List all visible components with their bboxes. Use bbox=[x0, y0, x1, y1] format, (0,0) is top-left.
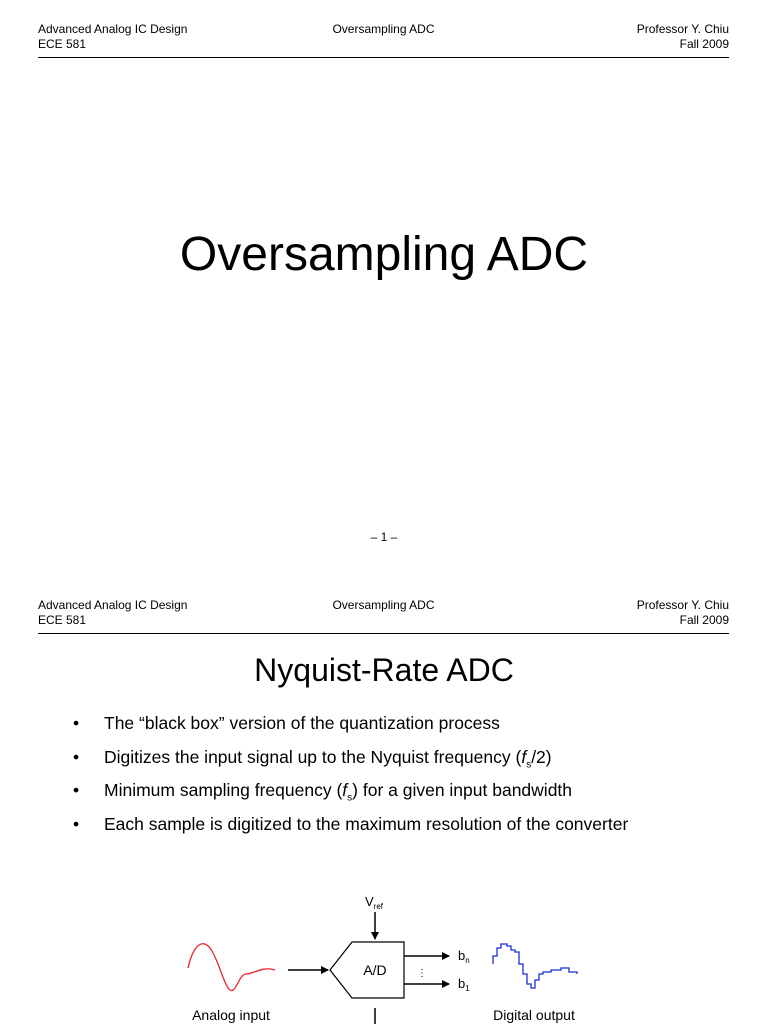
bullet-item bbox=[70, 813, 628, 835]
bullet-item bbox=[70, 746, 628, 768]
header-rule bbox=[38, 633, 729, 634]
bullet-list bbox=[70, 712, 628, 846]
frequency-variable: f bbox=[521, 746, 527, 767]
analog-input-label: Analog input bbox=[192, 1007, 270, 1023]
bullet-item bbox=[70, 779, 628, 804]
slide-2 bbox=[0, 576, 768, 1024]
adc-label: A/D bbox=[363, 962, 387, 978]
header-rule bbox=[38, 57, 729, 58]
bullet-dot: • bbox=[73, 813, 80, 834]
digital-waveform bbox=[493, 944, 577, 988]
bn-label: $b_n$ bbox=[458, 948, 470, 965]
header-right bbox=[637, 22, 729, 52]
bullet-text-post: /2) bbox=[531, 746, 552, 767]
slide-header bbox=[38, 598, 729, 634]
vref-label: $V_{ref}$ bbox=[365, 894, 384, 911]
vdots-icon: ⋮ bbox=[417, 968, 427, 979]
slide-title: Nyquist-Rate ADC bbox=[254, 652, 514, 688]
term: Fall 2009 bbox=[679, 613, 729, 627]
course-code: ECE 581 bbox=[38, 37, 87, 51]
header-topic: Oversampling ADC bbox=[332, 22, 435, 36]
frequency-variable: f bbox=[342, 780, 348, 800]
course-code: ECE 581 bbox=[38, 613, 87, 627]
bullet-dot: • bbox=[73, 746, 80, 767]
b1-label: $b_1$ bbox=[458, 976, 470, 993]
professor-name: Professor Y. Chiu bbox=[636, 22, 729, 36]
bullet-text: The “black box” version of the quantization process bbox=[104, 713, 500, 733]
bullet-text-post: ) for a given input bandwidth bbox=[352, 780, 573, 800]
bullet-dot: • bbox=[73, 780, 80, 800]
bullet-item bbox=[70, 712, 628, 734]
bullet-dot: • bbox=[73, 713, 80, 733]
bullet-text-pre: Minimum sampling frequency ( bbox=[104, 780, 343, 800]
professor-name: Professor Y. Chiu bbox=[636, 598, 729, 612]
header-right bbox=[637, 598, 729, 628]
bullet-text-pre: Digitizes the input signal up to the Nyquist frequency ( bbox=[104, 746, 522, 767]
course-name: Advanced Analog IC Design bbox=[38, 598, 188, 612]
header-topic: Oversampling ADC bbox=[332, 598, 435, 612]
frequency-subscript: s bbox=[526, 759, 532, 770]
digital-output-label: Digital output bbox=[493, 1007, 575, 1023]
adc-block-diagram bbox=[0, 886, 768, 1024]
bullet-text: Each sample is digitized to the maximum resolution of the converter bbox=[104, 813, 629, 834]
slide-title: Oversampling ADC bbox=[179, 228, 589, 281]
slide-header bbox=[38, 22, 729, 58]
page-number: – 1 – bbox=[370, 530, 398, 544]
frequency-subscript: s bbox=[347, 792, 353, 804]
analog-waveform bbox=[188, 944, 275, 991]
course-name: Advanced Analog IC Design bbox=[38, 22, 188, 36]
term: Fall 2009 bbox=[679, 37, 729, 51]
